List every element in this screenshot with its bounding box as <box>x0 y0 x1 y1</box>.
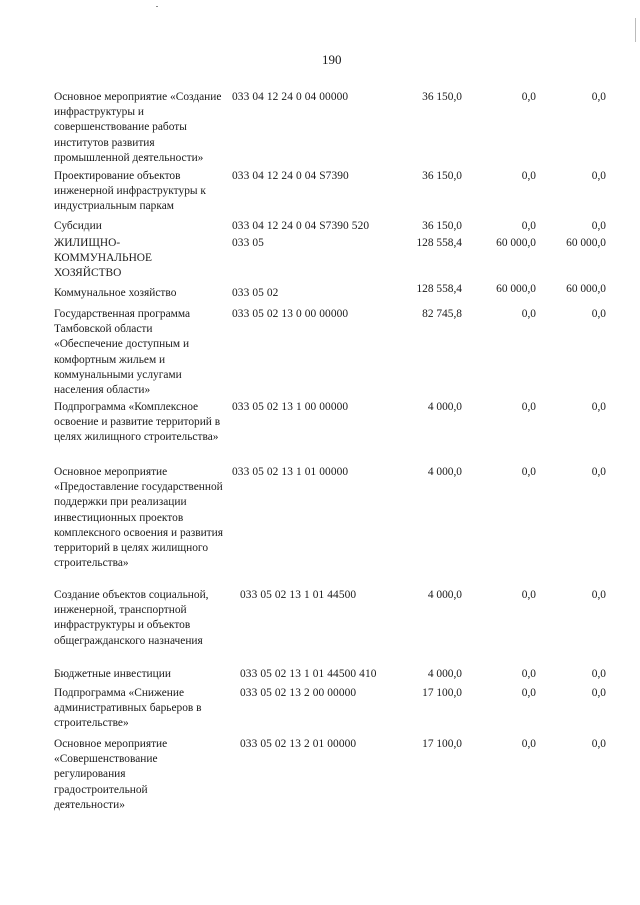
row-value-2: 60 000,0 <box>496 283 536 295</box>
row-value-3: 0,0 <box>591 308 606 320</box>
row-value-2: 60 000,0 <box>496 237 536 249</box>
row-value-2: 0,0 <box>521 589 536 601</box>
row-value-3: 0,0 <box>591 91 606 103</box>
row-value-3: 0,0 <box>591 589 606 601</box>
row-value-3: 0,0 <box>591 401 606 413</box>
row-value-1: 36 150,0 <box>422 220 462 232</box>
row-name: Основное мероприятие «Совершенствование регулирования градостроительной деятельности» <box>54 738 168 811</box>
row-value-1: 82 745,8 <box>422 308 462 320</box>
row-name: Субсидии <box>54 220 102 232</box>
row-value-1: 4 000,0 <box>427 466 462 478</box>
page-number: 190 <box>322 52 342 67</box>
row-value-2: 0,0 <box>521 738 536 750</box>
row-name: Основное мероприятие «Создание инфраструктуры и совершенствование работы институтов развития промышленной деятельности» <box>54 91 222 164</box>
row-value-1: 4 000,0 <box>427 668 462 680</box>
row-value-2: 0,0 <box>521 668 536 680</box>
row-value-3: 0,0 <box>591 466 606 478</box>
row-code: 033 05 02 13 1 01 00000 <box>232 466 349 478</box>
row-value-3: 0,0 <box>591 668 606 680</box>
row-value-3: 0,0 <box>591 738 606 750</box>
row-value-2: 0,0 <box>521 308 536 320</box>
row-value-1: 17 100,0 <box>422 738 462 750</box>
row-value-1: 17 100,0 <box>422 687 462 699</box>
row-code: 033 05 02 13 0 00 00000 <box>232 308 349 320</box>
row-code: 033 05 <box>232 237 264 249</box>
row-name: Бюджетные инвестиции <box>54 668 171 680</box>
row-code: 033 04 12 24 0 04 S7390 <box>232 170 349 182</box>
row-name: ЖИЛИЩНО-КОММУНАЛЬНОЕ ХОЗЯЙСТВО <box>54 237 152 280</box>
row-value-1: 36 150,0 <box>422 91 462 103</box>
row-code: 033 04 12 24 0 04 S7390 520 <box>232 220 370 232</box>
row-value-3: 60 000,0 <box>566 237 606 249</box>
row-code: 033 05 02 13 1 00 00000 <box>232 401 349 413</box>
row-name: Основное мероприятие «Предоставление государственной поддержки при реализации инвестиционных проектов комплексного освоения и развития территорий в целях жилищного строительства» <box>54 466 223 570</box>
row-value-3: 0,0 <box>591 170 606 182</box>
row-value-1: 128 558,4 <box>416 237 462 249</box>
row-value-1: 128 558,4 <box>416 283 462 295</box>
row-code: 033 05 02 <box>232 287 279 299</box>
row-code: 033 05 02 13 1 01 44500 <box>240 589 357 601</box>
row-value-3: 0,0 <box>591 687 606 699</box>
row-value-2: 0,0 <box>521 401 536 413</box>
row-code: 033 05 02 13 1 01 44500 410 <box>240 668 377 680</box>
row-value-3: 0,0 <box>591 220 606 232</box>
row-name: Коммунальное хозяйство <box>54 287 177 299</box>
row-value-2: 0,0 <box>521 466 536 478</box>
row-value-1: 4 000,0 <box>427 401 462 413</box>
row-name: Создание объектов социальной, инженерной, транспортной инфраструктуры и объектов общегражданского назначения <box>54 589 209 647</box>
row-name: Проектирование объектов инженерной инфраструктуры к индустриальным паркам <box>54 170 206 213</box>
row-name: Подпрограмма «Снижение административных барьеров в строительстве» <box>54 687 202 730</box>
row-value-1: 4 000,0 <box>427 589 462 601</box>
row-name: Государственная программа Тамбовской области «Обеспечение доступным и комфортным жильем и коммунальными услугами населения области» <box>54 308 191 397</box>
row-value-2: 0,0 <box>521 91 536 103</box>
row-code: 033 04 12 24 0 04 00000 <box>232 91 349 103</box>
row-value-1: 36 150,0 <box>422 170 462 182</box>
row-code: 033 05 02 13 2 00 00000 <box>240 687 357 699</box>
row-value-2: 0,0 <box>521 220 536 232</box>
row-code: 033 05 02 13 2 01 00000 <box>240 738 357 750</box>
scan-artifact <box>156 6 158 7</box>
scan-edge-artifact <box>635 18 636 42</box>
row-value-2: 0,0 <box>521 687 536 699</box>
row-name: Подпрограмма «Комплексное освоение и развитие территорий в целях жилищного строительства» <box>54 401 221 444</box>
row-value-2: 0,0 <box>521 170 536 182</box>
row-value-3: 60 000,0 <box>566 283 606 295</box>
